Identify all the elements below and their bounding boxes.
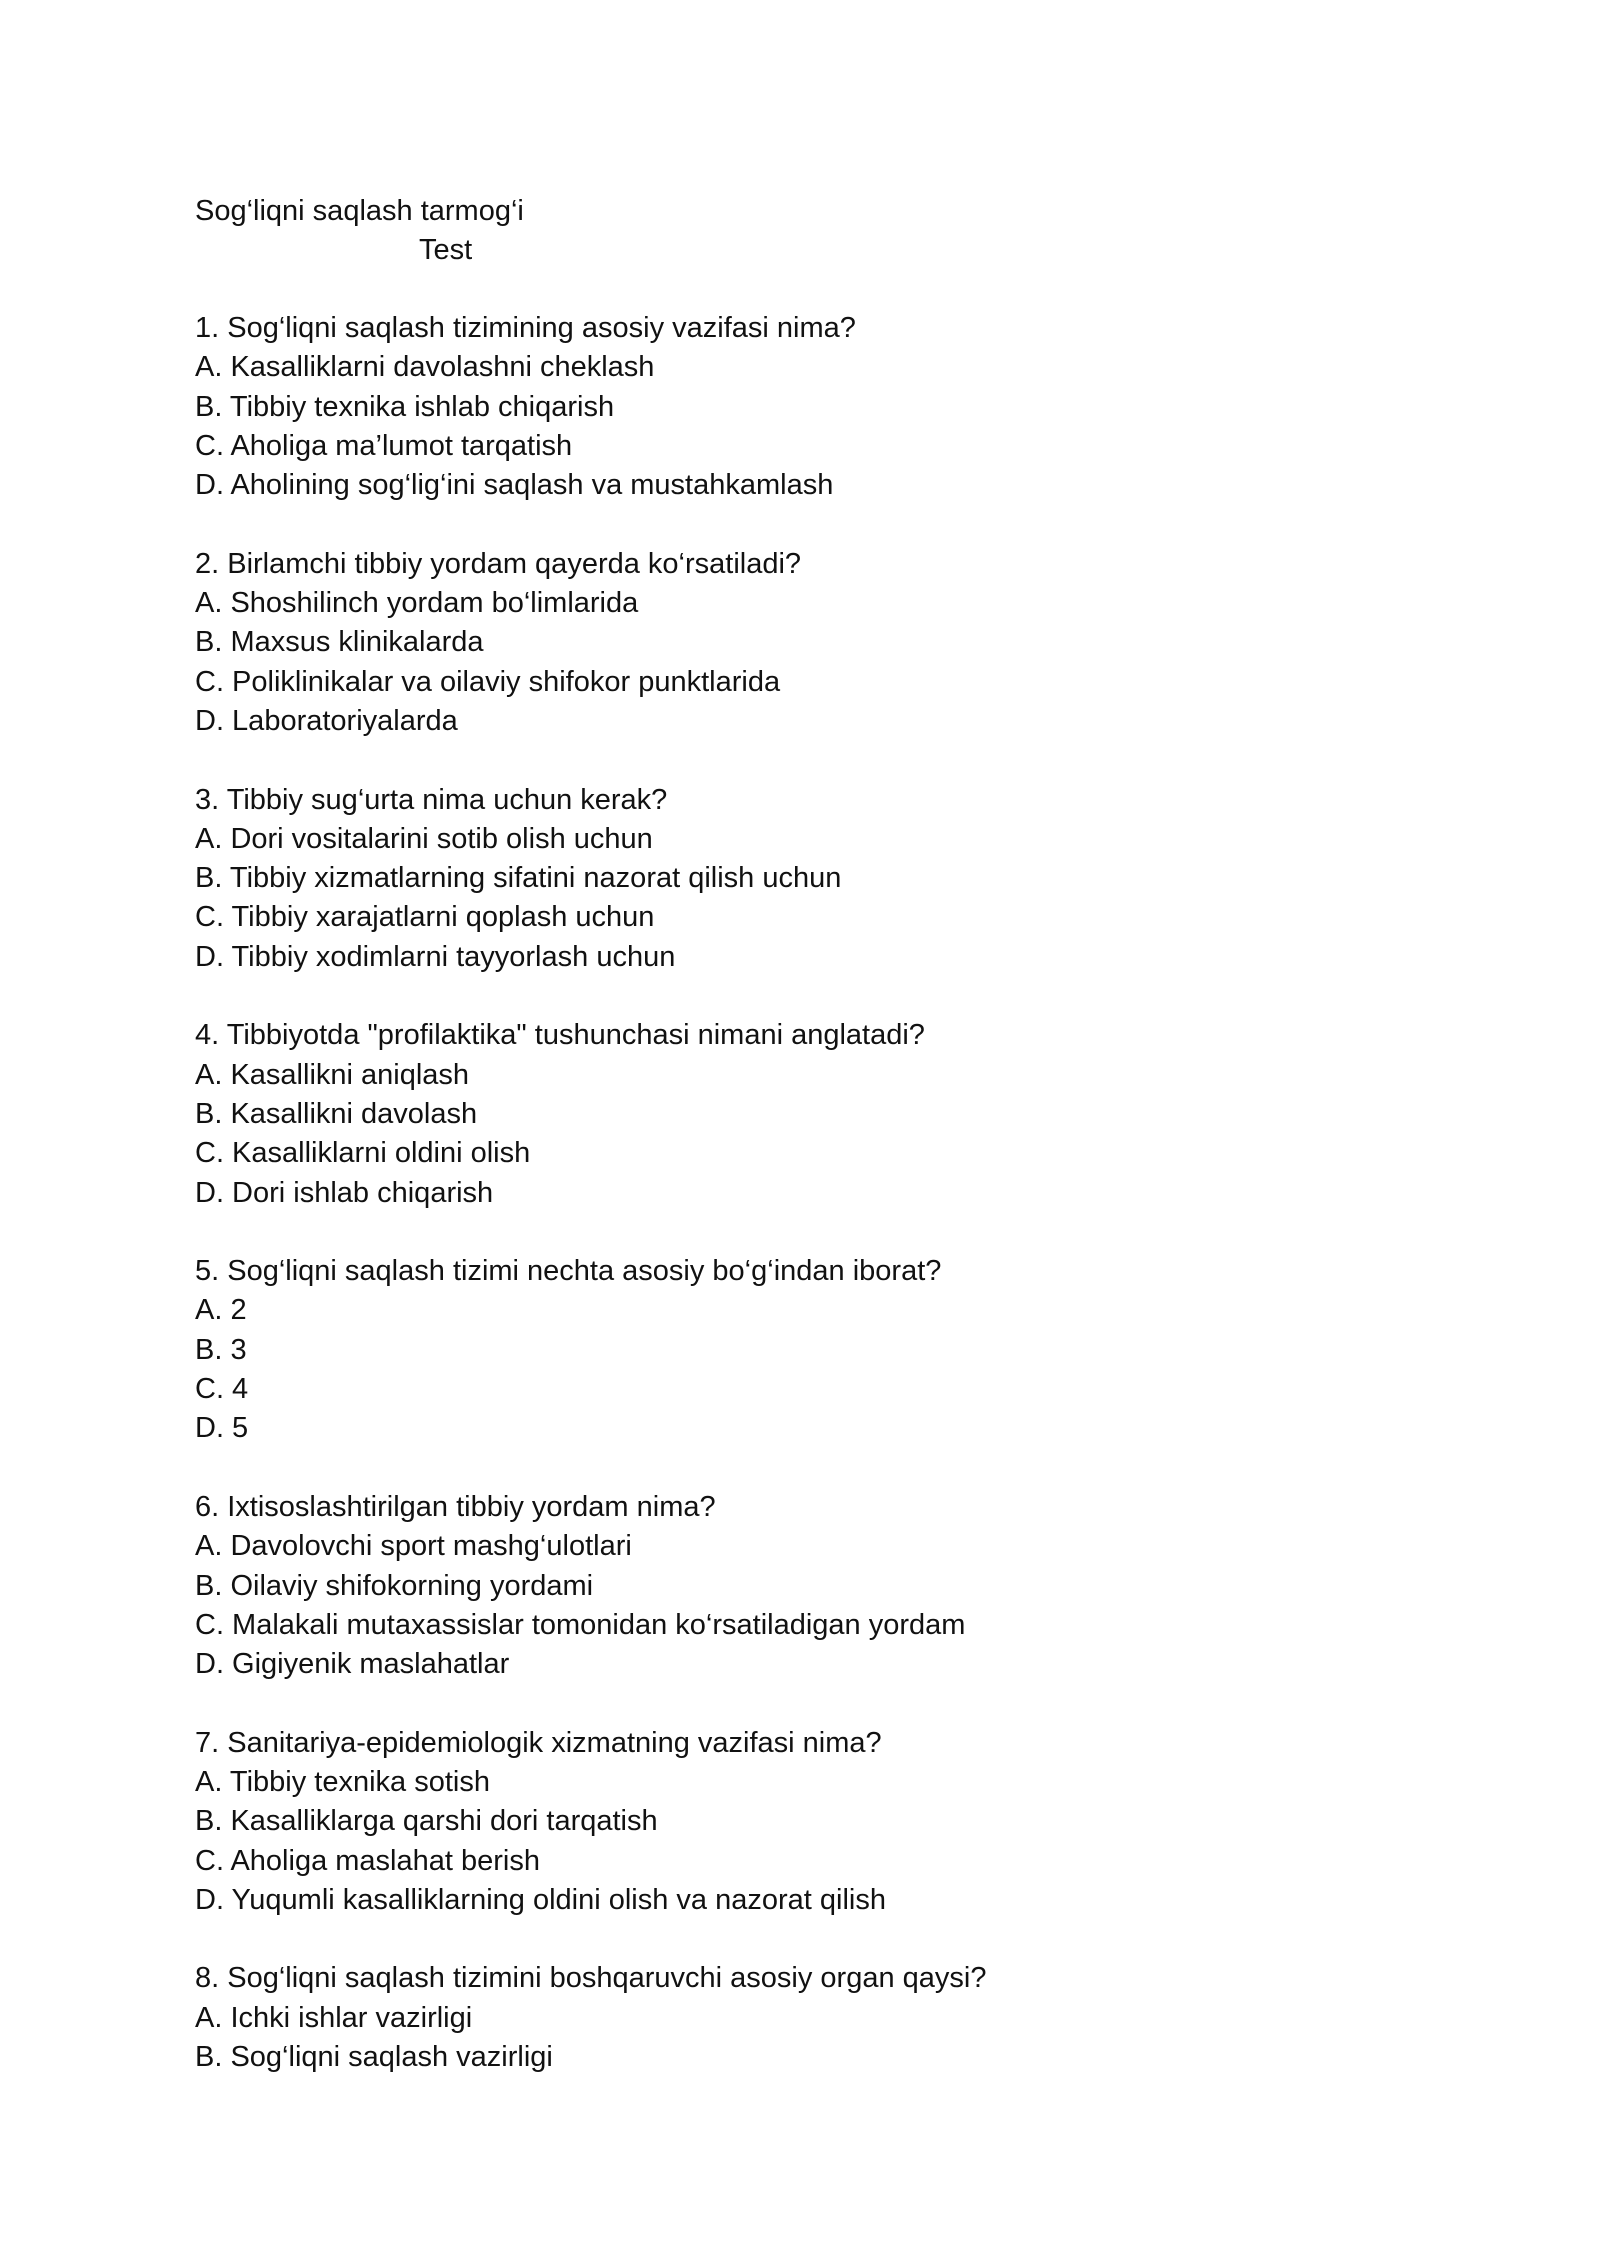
answer-option-a: A. Tibbiy texnika sotish [195, 1765, 490, 1798]
answer-option-b: B. Kasallikni davolash [195, 1097, 478, 1130]
answer-option-b: B. Kasalliklarga qarshi dori tarqatish [195, 1805, 658, 1838]
question-text: 3. Tibbiy sug‘urta nima uchun kerak? [195, 783, 668, 816]
question-text: 5. Sog‘liqni saqlash tizimi nechta asosiy bo‘g‘indan iborat? [195, 1255, 942, 1288]
answer-option-a: A. 2 [195, 1294, 247, 1327]
answer-option-a: A. Dori vositalarini sotib olish uchun [195, 822, 653, 855]
answer-option-d: D. Dori ishlab chiqarish [195, 1176, 494, 1209]
question-8 [195, 1959, 1445, 2077]
answer-option-b: B. Maxsus klinikalarda [195, 626, 484, 659]
question-text: 1. Sog‘liqni saqlash tizimining asosiy vazifasi nima? [195, 312, 856, 344]
answer-option-d: D. Tibbiy xodimlarni tayyorlash uchun [195, 940, 676, 973]
question-list [195, 309, 1445, 2077]
answer-option-d: D. Aholining sog‘lig‘ini saqlash va mustahkamlash [195, 469, 834, 502]
document-title: Sog‘liqni saqlash tarmog‘i [195, 195, 524, 227]
question-7 [195, 1724, 1445, 1920]
question-6 [195, 1488, 1445, 1684]
question-text: 8. Sog‘liqni saqlash tizimini boshqaruvchi asosiy organ qaysi? [195, 1962, 987, 1995]
answer-option-b: B. 3 [195, 1333, 247, 1366]
answer-option-d: D. Laboratoriyalarda [195, 704, 458, 737]
answer-option-d: D. 5 [195, 1412, 249, 1445]
question-2 [195, 545, 1445, 741]
document-page [195, 192, 1445, 2117]
question-text: 6. Ixtisoslashtirilgan tibbiy yordam nima? [195, 1490, 716, 1523]
answer-option-a: A. Kasallikni aniqlash [195, 1058, 470, 1091]
answer-option-b: B. Tibbiy texnika ishlab chiqarish [195, 390, 615, 423]
answer-option-c: C. Tibbiy xarajatlarni qoplash uchun [195, 901, 655, 934]
question-1 [195, 309, 1445, 505]
answer-option-d: D. Gigiyenik maslahatlar [195, 1648, 510, 1681]
answer-option-c: C. Malakali mutaxassislar tomonidan ko‘rsatiladigan yordam [195, 1608, 966, 1641]
answer-option-c: C. Poliklinikalar va oilaviy shifokor punktlarida [195, 665, 781, 698]
answer-option-a: A. Kasalliklarni davolashni cheklash [195, 351, 655, 384]
answer-option-c: C. 4 [195, 1373, 249, 1406]
answer-option-c: C. Kasalliklarni oldini olish [195, 1137, 531, 1170]
question-5 [195, 1252, 1445, 1448]
answer-option-b: B. Tibbiy xizmatlarning sifatini nazorat qilish uchun [195, 862, 842, 895]
answer-option-c: C. Aholiga maslahat berish [195, 1844, 540, 1877]
answer-option-a: A. Ichki ishlar vazirligi [195, 2001, 473, 2034]
question-text: 7. Sanitariya-epidemiologik xizmatning vazifasi nima? [195, 1726, 882, 1759]
question-text: 2. Birlamchi tibbiy yordam qayerda ko‘rsatiladi? [195, 547, 802, 580]
question-4 [195, 1016, 1445, 1212]
answer-option-c: C. Aholiga ma’lumot tarqatish [195, 429, 573, 462]
answer-option-a: A. Davolovchi sport mashg‘ulotlari [195, 1530, 632, 1563]
question-text: 4. Tibbiyotda "profilaktika" tushunchasi nimani anglatadi? [195, 1019, 925, 1052]
document-subtitle: Test [419, 234, 473, 266]
answer-option-b: B. Oilaviy shifokorning yordami [195, 1569, 594, 1602]
question-3 [195, 781, 1445, 977]
answer-option-a: A. Shoshilinch yordam bo‘limlarida [195, 587, 639, 620]
answer-option-d: D. Yuqumli kasalliklarning oldini olish va nazorat qilish [195, 1883, 886, 1916]
answer-option-b: B. Sog‘liqni saqlash vazirligi [195, 2041, 553, 2074]
